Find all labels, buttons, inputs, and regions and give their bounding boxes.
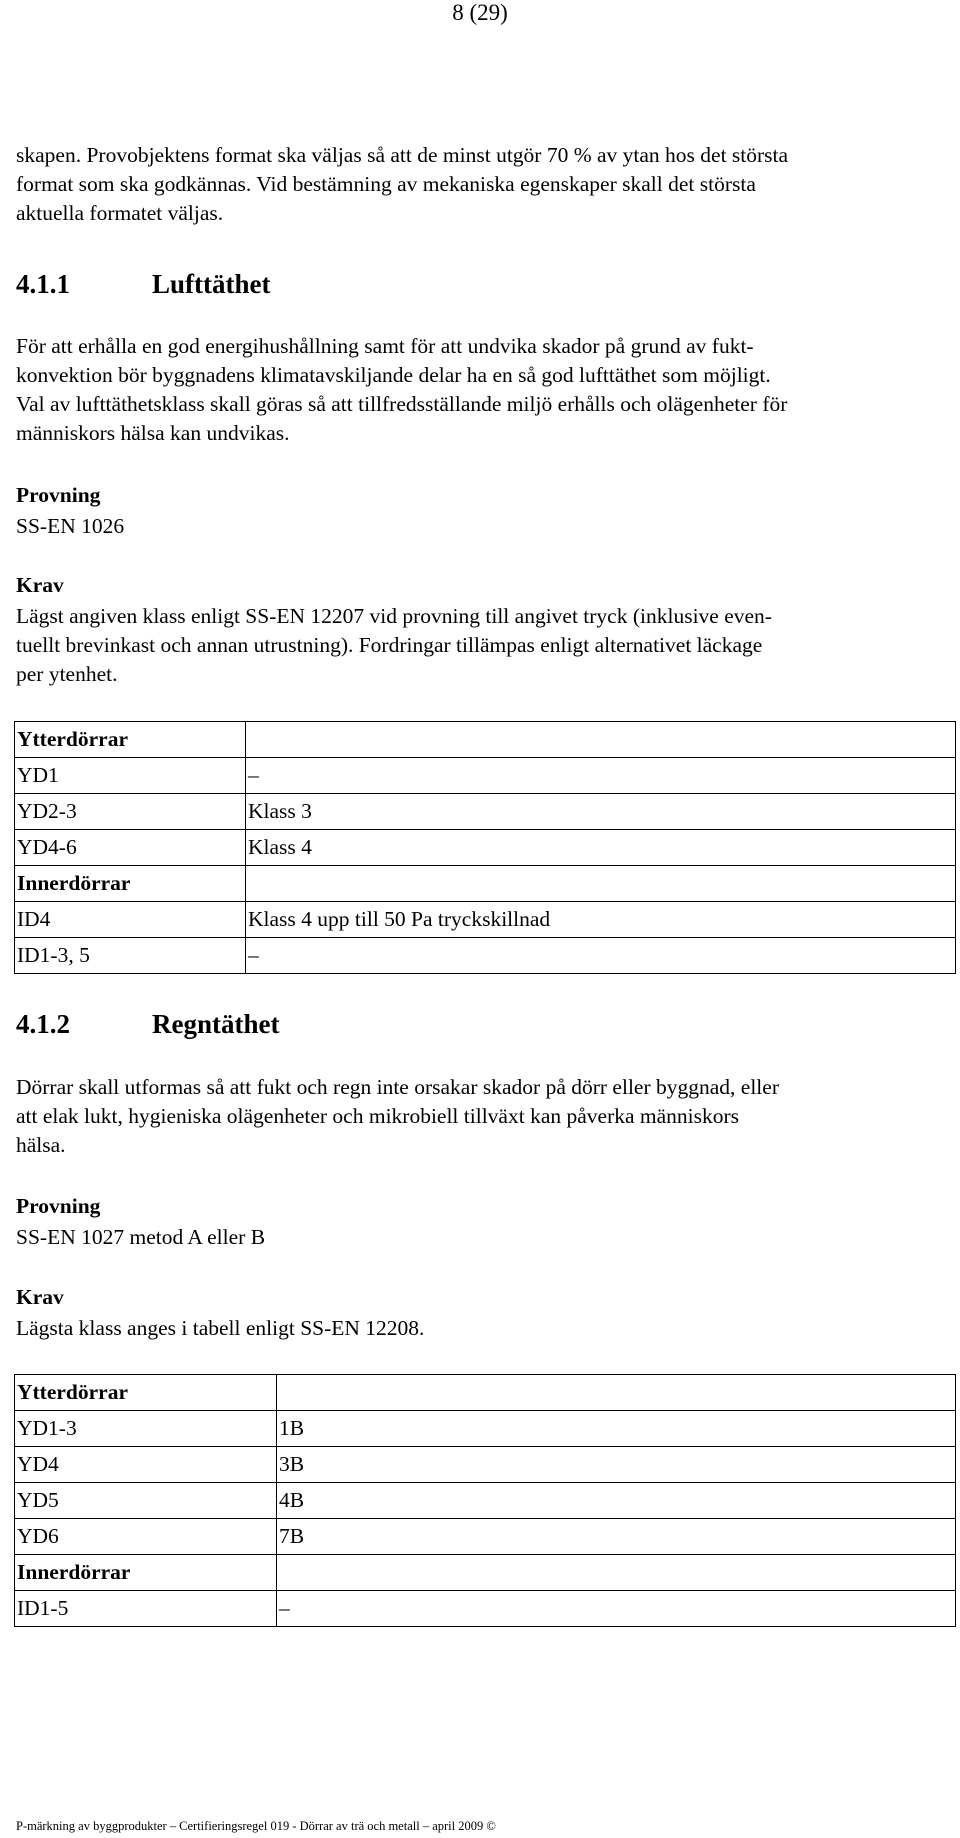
table-row (15, 1375, 956, 1411)
krav-label: Krav (16, 573, 64, 597)
table-cell: 7B (277, 1519, 956, 1555)
table-row (15, 1555, 956, 1591)
text-line: konvektion bör byggnadens klimatavskiljande delar ha en så god lufttäthet som möjligt. (16, 363, 771, 387)
text-line: hälsa. (16, 1133, 66, 1157)
table-cell: Klass 4 (246, 830, 956, 866)
provning-label: Provning (16, 1194, 101, 1218)
table-cell (277, 1555, 956, 1591)
table-cell: 1B (277, 1411, 956, 1447)
table-cell: YD4 (15, 1447, 277, 1483)
section-number: 4.1.2 (16, 1009, 70, 1039)
regntathet-class-table (14, 1374, 956, 1627)
table-cell: YD1-3 (15, 1411, 277, 1447)
provning-value: SS-EN 1027 metod A eller B (16, 1225, 266, 1249)
table-cell (246, 722, 956, 758)
krav-label: Krav (16, 1285, 64, 1309)
table-row (15, 1447, 956, 1483)
page-footer: P-märkning av byggprodukter – Certifieringsregel 019 - Dörrar av trä och metall – april 2009 © (16, 1819, 496, 1833)
table-cell: YD4-6 (15, 830, 246, 866)
lufttathet-body (16, 332, 946, 448)
table-cell: – (246, 938, 956, 974)
text-line: människors hälsa kan undvikas. (16, 421, 290, 445)
table-row (15, 1519, 956, 1555)
table-cell: – (277, 1591, 956, 1627)
table-cell: Innerdörrar (15, 866, 246, 902)
provning-label: Provning (16, 483, 101, 507)
table-row (15, 1411, 956, 1447)
text-line: att elak lukt, hygieniska olägenheter och mikrobiell tillväxt kan påverka människors (16, 1104, 740, 1128)
lufttathet-class-table (14, 721, 956, 974)
krav-text (16, 602, 946, 689)
table-row (15, 758, 956, 794)
table-cell: YD6 (15, 1519, 277, 1555)
text-line: Dörrar skall utformas så att fukt och regn inte orsakar skador på dörr eller byggnad, eller (16, 1075, 779, 1099)
table-cell: ID1-5 (15, 1591, 277, 1627)
table-cell: YD5 (15, 1483, 277, 1519)
table-cell: ID1-3, 5 (15, 938, 246, 974)
table-row (15, 1483, 956, 1519)
table-row (15, 722, 956, 758)
text-line: tuellt brevinkast och annan utrustning). Fordringar tillämpas enligt alternativet läckage (16, 633, 763, 657)
text-line: skapen. Provobjektens format ska väljas så att de minst utgör 70 % av ytan hos det största (16, 143, 789, 167)
table-cell: 4B (277, 1483, 956, 1519)
krav-text: Lägsta klass anges i tabell enligt SS-EN 12208. (16, 1316, 425, 1340)
table-cell (246, 866, 956, 902)
table-cell: – (246, 758, 956, 794)
table-cell: 3B (277, 1447, 956, 1483)
section-heading-lufttathet (16, 268, 270, 300)
table-row (15, 1591, 956, 1627)
page-number: 8 (29) (452, 0, 508, 25)
table-cell (277, 1375, 956, 1411)
provning-value: SS-EN 1026 (16, 514, 125, 538)
table-cell: Ytterdörrar (15, 722, 246, 758)
table-row (15, 938, 956, 974)
table-cell: Ytterdörrar (15, 1375, 277, 1411)
table-cell: Klass 3 (246, 794, 956, 830)
table-row (15, 794, 956, 830)
table-row (15, 830, 956, 866)
section-heading-regntathet (16, 1008, 279, 1040)
text-line: per ytenhet. (16, 662, 118, 686)
text-line: Val av lufttäthetsklass skall göras så att tillfredsställande miljö erhålls och olägenheter för (16, 392, 788, 416)
section-title: Regntäthet (152, 1009, 280, 1039)
intro-paragraph (16, 141, 946, 228)
section-title: Lufttäthet (152, 269, 271, 299)
regntathet-body (16, 1073, 946, 1160)
text-line: aktuella formatet väljas. (16, 201, 224, 225)
text-line: Lägst angiven klass enligt SS-EN 12207 vid provning till angivet tryck (inklusive even- (16, 604, 772, 628)
table-cell: YD2-3 (15, 794, 246, 830)
table-cell: Klass 4 upp till 50 Pa tryckskillnad (246, 902, 956, 938)
table-cell: ID4 (15, 902, 246, 938)
text-line: För att erhålla en god energihushållning samt för att undvika skador på grund av fukt- (16, 334, 754, 358)
table-row (15, 866, 956, 902)
table-cell: YD1 (15, 758, 246, 794)
table-cell: Innerdörrar (15, 1555, 277, 1591)
section-number: 4.1.1 (16, 269, 70, 299)
table-row (15, 902, 956, 938)
text-line: format som ska godkännas. Vid bestämning av mekaniska egenskaper skall det största (16, 172, 756, 196)
